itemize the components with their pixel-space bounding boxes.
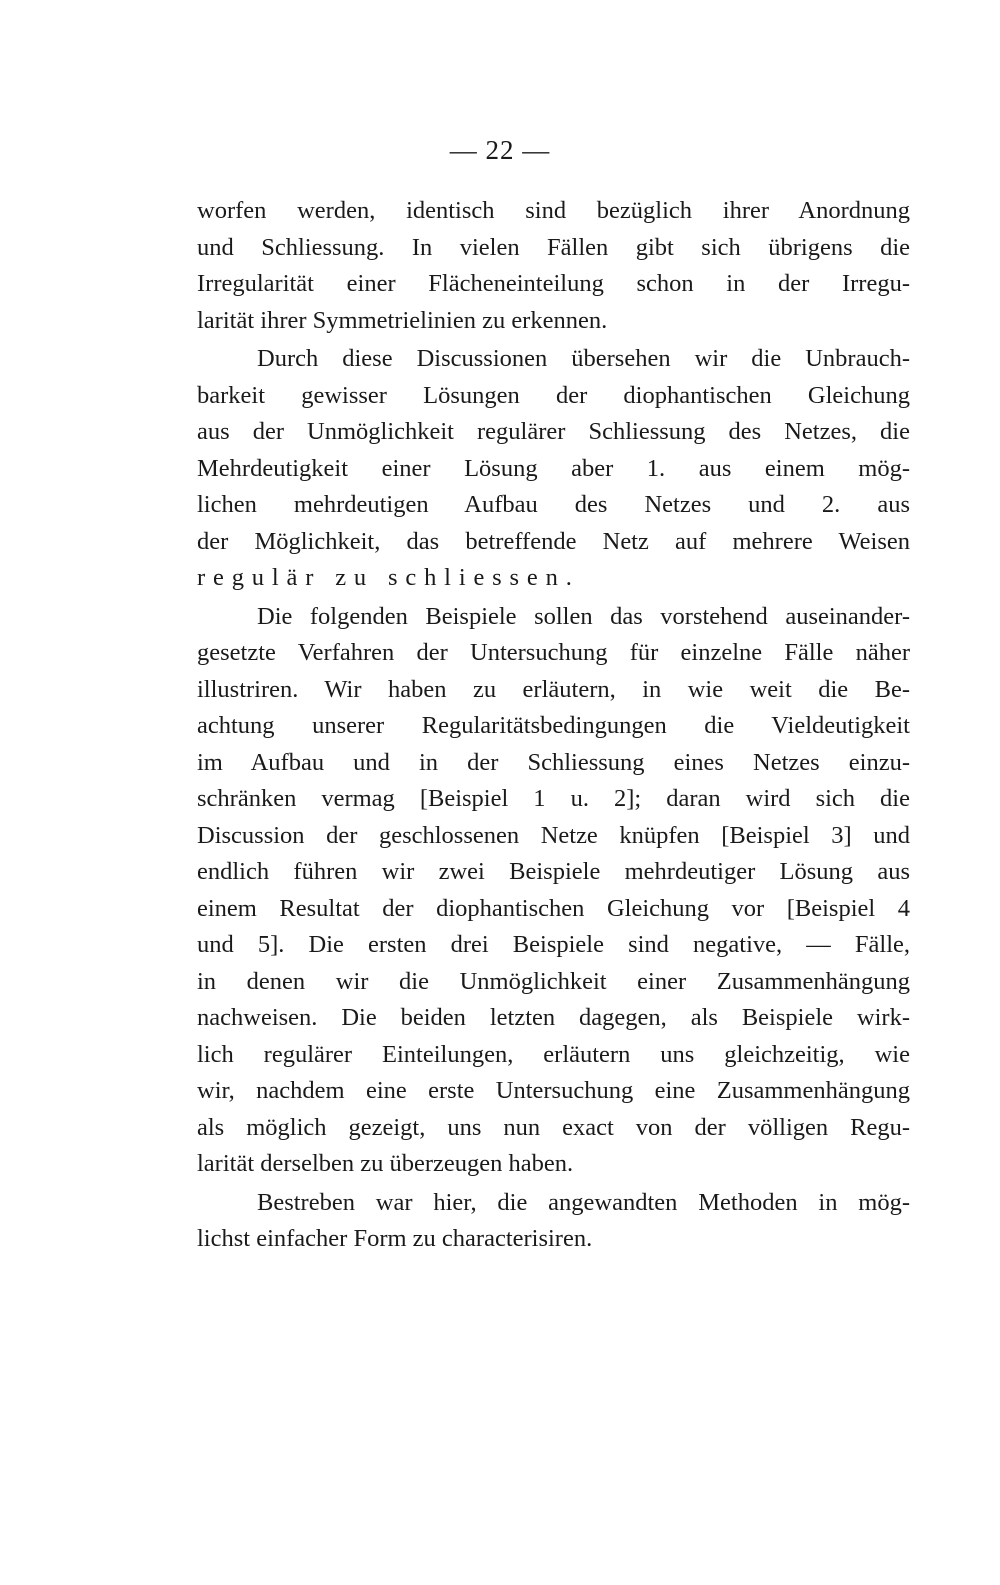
text-line: gesetzte Verfahren der Untersuchung für einzelne Fälle näher [197, 639, 910, 666]
text-line: Durch diese Discussionen übersehen wir die Unbrauch- [257, 345, 910, 372]
text-line: Irregularität einer Flächeneinteilung schon in der Irregu- [197, 270, 910, 297]
text-line: Discussion der geschlossenen Netze knüpfen [Beispiel 3] und [197, 821, 910, 849]
text-line: nachweisen. Die beiden letzten dagegen, als Beispiele wirk- [197, 1004, 910, 1031]
text-line: regulär zu schliessen. [197, 564, 580, 591]
text-line: schränken vermag [Beispiel 1 u. 2]; daran wird sich die [197, 785, 910, 812]
text-line: illustriren. Wir haben zu erläutern, in wie weit die Be- [197, 675, 910, 703]
paragraph-3 [197, 599, 910, 1183]
paragraph-1 [197, 193, 910, 339]
text-line: achtung unserer Regularitätsbedingungen die Vieldeutigkeit [197, 712, 910, 739]
text-line: Die folgenden Beispiele sollen das vorstehend auseinander- [257, 602, 910, 630]
page-number: — 22 — [449, 135, 551, 165]
paragraph-2 [197, 341, 910, 597]
text-line: der Möglichkeit, das betreffende Netz auf mehrere Weisen [197, 527, 910, 555]
text-line: larität derselben zu überzeugen haben. [197, 1150, 574, 1177]
text-line: lich regulärer Einteilungen, erläutern uns gleichzeitig, wie [197, 1040, 910, 1068]
text-line: Bestreben war hier, die angewandten Methoden in mög- [257, 1188, 910, 1216]
text-line: lichen mehrdeutigen Aufbau des Netzes und 2. aus [197, 491, 910, 518]
text-line: lichst einfacher Form zu characterisiren. [197, 1225, 593, 1252]
text-line: barkeit gewisser Lösungen der diophantischen Gleichung [197, 381, 910, 409]
text-line: endlich führen wir zwei Beispiele mehrdeutiger Lösung aus [197, 858, 910, 885]
text-line: worfen werden, identisch sind bezüglich ihrer Anordnung [197, 197, 910, 224]
text-line: und 5]. Die ersten drei Beispiele sind negative, — Fälle, [197, 931, 910, 958]
text-line: und Schliessung. In vielen Fällen gibt sich übrigens die [197, 233, 910, 261]
text-line: in denen wir die Unmöglichkeit einer Zusammenhängung [197, 967, 910, 995]
text-line: larität ihrer Symmetrielinien zu erkennen. [197, 306, 608, 334]
body-text [197, 193, 910, 1258]
text-line: einem Resultat der diophantischen Gleichung vor [Beispiel 4 [197, 894, 910, 922]
text-line: Mehrdeutigkeit einer Lösung aber 1. aus einem mög- [197, 454, 910, 482]
text-line: im Aufbau und in der Schliessung eines Netzes einzu- [197, 748, 910, 776]
paragraph-4 [197, 1185, 910, 1258]
text-line: aus der Unmöglichkeit regulärer Schliessung des Netzes, die [197, 418, 910, 445]
text-line: als möglich gezeigt, uns nun exact von der völligen Regu- [197, 1113, 910, 1141]
text-line: wir, nachdem eine erste Untersuchung eine Zusammenhängung [197, 1077, 910, 1104]
